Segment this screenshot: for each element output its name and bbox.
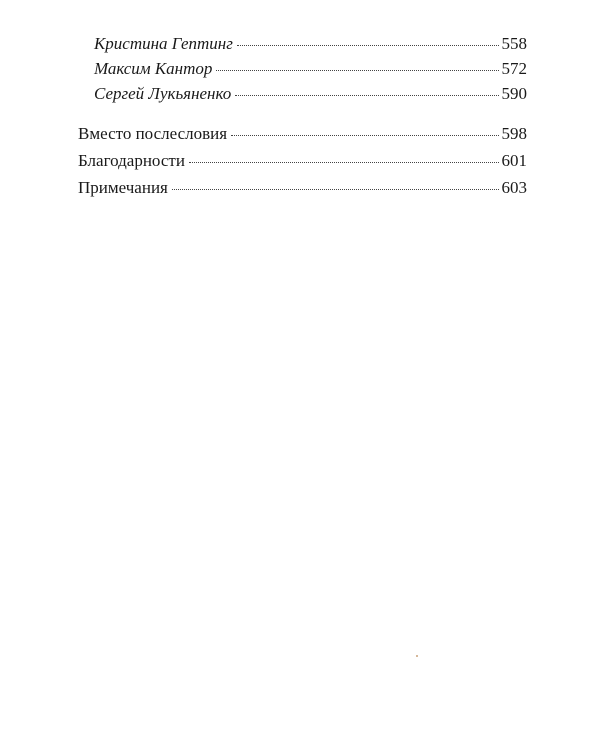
- dot-leader: [172, 189, 499, 190]
- toc-page-number: 558: [501, 34, 527, 53]
- toc-page-number: 601: [501, 151, 527, 170]
- dot-leader: [235, 95, 498, 96]
- toc-subentry: [94, 58, 527, 80]
- dot-leader: [216, 70, 498, 71]
- dot-leader: [189, 162, 499, 163]
- dot-leader: [231, 135, 498, 136]
- toc-entry-title: Кристина Гептинг: [94, 34, 233, 53]
- toc-entry: [78, 123, 527, 145]
- toc-entry: [78, 150, 527, 172]
- toc-page-number: 598: [501, 124, 527, 143]
- toc-entry: [78, 177, 527, 199]
- toc-entry-title: Примечания: [78, 178, 168, 197]
- toc-subentry: [94, 83, 527, 105]
- toc-entry-title: Сергей Лукьяненко: [94, 84, 232, 103]
- paper-speck: [416, 655, 418, 657]
- dot-leader: [237, 45, 499, 46]
- toc-page-number: 572: [501, 59, 527, 78]
- toc-entry-title: Благодарности: [78, 151, 185, 170]
- toc-entry-title: Максим Кантор: [94, 59, 213, 78]
- toc-subentry: [94, 33, 527, 55]
- toc-entry-title: Вместо послесловия: [78, 124, 228, 143]
- toc-page-number: 603: [501, 178, 527, 197]
- toc-page-number: 590: [501, 84, 527, 103]
